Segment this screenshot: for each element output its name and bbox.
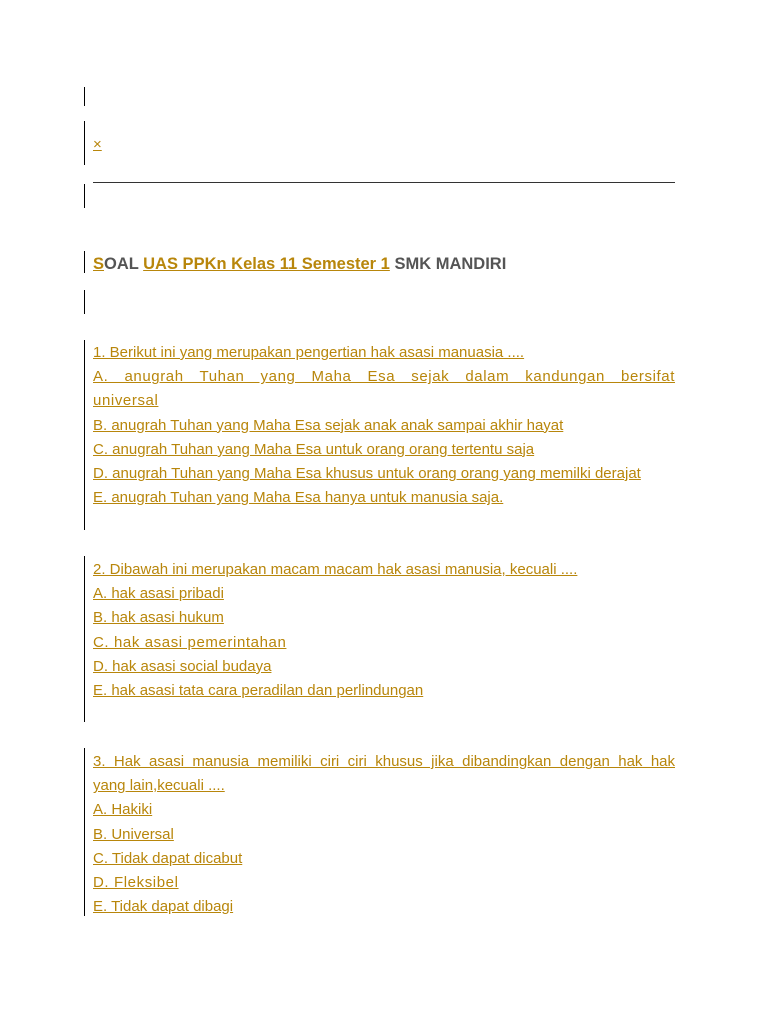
question-2-option-e[interactable]: E. hak asasi tata cara peradilan dan perlindungan (93, 682, 424, 700)
margin-bar (84, 748, 85, 916)
question-1-option-a-cont[interactable]: universal (93, 392, 159, 410)
question-2-text[interactable]: 2. Dibawah ini merupakan macam macam hak asasi manusia, kecuali .... (93, 561, 578, 578)
question-block-1 (93, 341, 675, 510)
question-3-option-a[interactable]: A. Hakiki (93, 801, 153, 819)
margin-bar (84, 251, 85, 273)
margin-bar (84, 556, 85, 722)
question-3-text[interactable]: 3. Hak asasi manusia memiliki ciri ciri khusus jika dibandingkan dengan hak hak (93, 753, 675, 770)
question-3-option-b[interactable]: B. Universal (93, 825, 174, 843)
question-block-2 (93, 558, 675, 703)
question-block-3 (93, 750, 675, 919)
question-2-option-b[interactable]: B. hak asasi hukum (93, 609, 224, 627)
question-2-option-d[interactable]: D. hak asasi social budaya (93, 657, 272, 675)
question-1-option-c[interactable]: C. anugrah Tuhan yang Maha Esa untuk orang orang tertentu saja (93, 440, 535, 458)
page-heading (93, 254, 506, 274)
margin-bar (84, 184, 85, 208)
margin-bar (84, 121, 85, 165)
horizontal-rule (93, 182, 675, 183)
heading-first-letter-link[interactable]: S (93, 255, 105, 273)
heading-suffix: SMK MANDIRI (394, 255, 507, 273)
question-3-text-cont[interactable]: yang lain,kecuali .... (93, 777, 225, 795)
question-1-option-b[interactable]: B. anugrah Tuhan yang Maha Esa sejak anak anak sampai akhir hayat (93, 416, 564, 434)
question-3-option-e[interactable]: E. Tidak dapat dibagi (93, 898, 234, 916)
question-3-option-d[interactable]: D. Fleksibel (93, 874, 179, 892)
question-1-option-d[interactable]: D. anugrah Tuhan yang Maha Esa khusus untuk orang orang yang memilki derajat (93, 465, 641, 483)
question-2-option-a[interactable]: A. hak asasi pribadi (93, 585, 224, 603)
margin-bar (84, 87, 85, 106)
heading-text: OAL (104, 255, 139, 273)
margin-bar (84, 290, 85, 314)
question-3-option-c[interactable]: C. Tidak dapat dicabut (93, 849, 243, 867)
margin-bar (84, 340, 85, 530)
question-2-option-c[interactable]: C. hak asasi pemerintahan (93, 633, 287, 651)
question-1-text[interactable]: 1. Berikut ini yang merupakan pengertian hak asasi manuasia .... (93, 344, 525, 361)
close-link[interactable]: × (93, 136, 102, 153)
heading-exam-link[interactable]: UAS PPKn Kelas 11 Semester 1 (143, 255, 390, 273)
question-1-option-a[interactable]: A. anugrah Tuhan yang Maha Esa sejak dalam kandungan bersifat (93, 368, 675, 386)
question-1-option-e[interactable]: E. anugrah Tuhan yang Maha Esa hanya untuk manusia saja. (93, 489, 504, 507)
